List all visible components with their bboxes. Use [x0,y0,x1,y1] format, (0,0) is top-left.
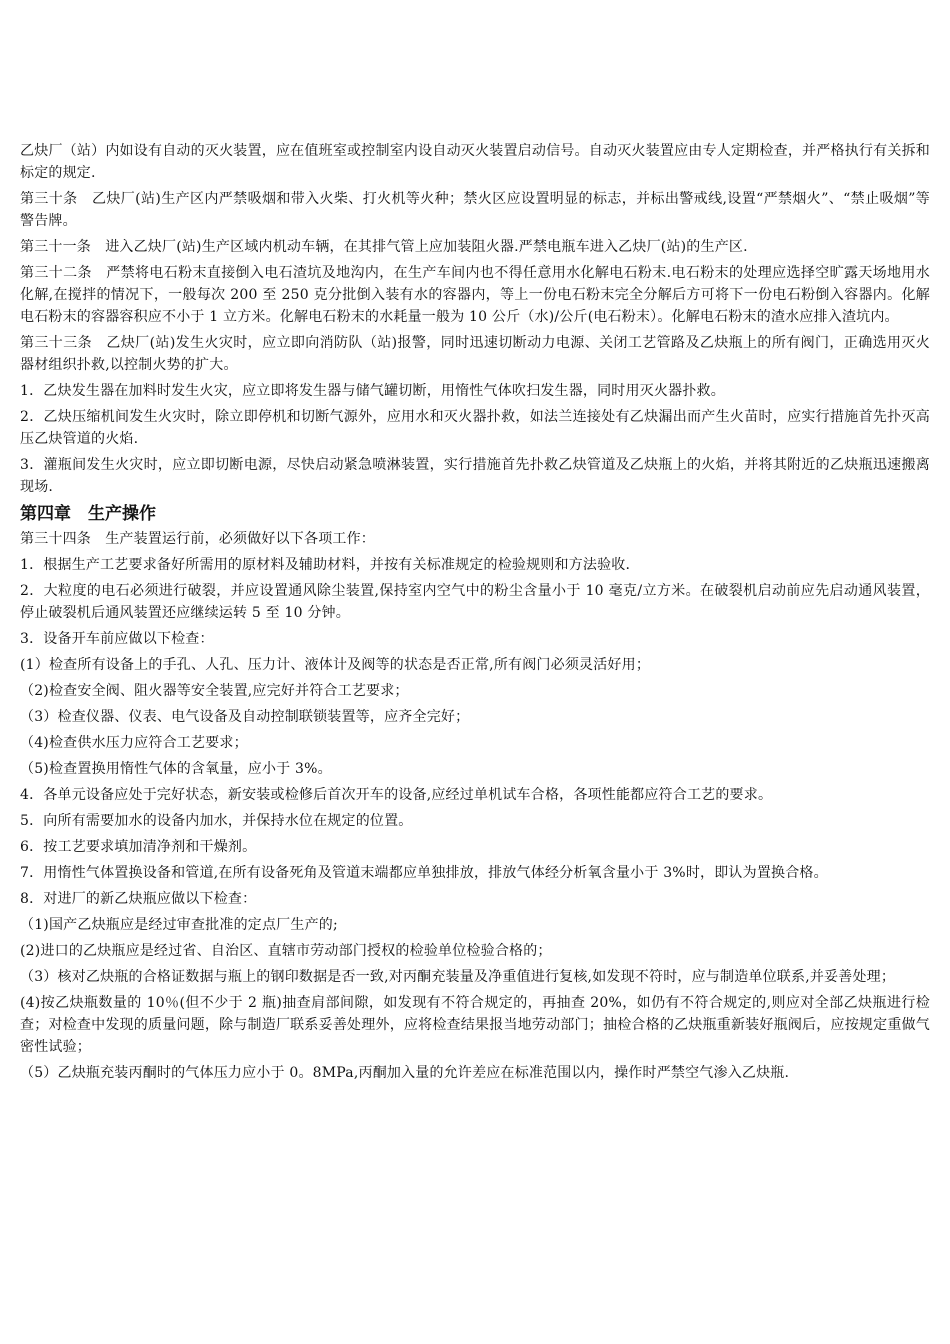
sub-item-1: （1)国产乙炔瓶应是经过审查批准的定点厂生产的; [20,917,338,933]
list-item-2: 2．大粒度的电石必须进行破裂，并应设置通风除尘装置,保持室内空气中的粉尘含量小于 10 毫克/立方米。在破裂机启动前应先启动通风装置，停止破裂机后通风装置还应继续运转 5 至 10 分钟。 [20,583,930,621]
list-item-3: 3．灌瓶间发生火灾时，应立即切断电源，尽快启动紧急喷淋装置，实行措施首先扑救乙炔管道及乙炔瓶上的火焰，并将其附近的乙炔瓶迅速搬离现场. [20,457,930,495]
chapter-heading: 第四章 生产操作 [20,504,156,524]
sub-item-2: (2)进口的乙炔瓶应是经过省、自治区、直辖市劳动部门授权的检验单位检验合格的； [20,943,552,959]
list-item-4: 4．各单元设备应处于完好状态，新安装或检修后首次开车的设备,应经过单机试车合格，各项性能都应符合工艺的要求。 [20,787,773,803]
sub-item-3: （3）检查仪器、仪表、电气设备及自动控制联锁装置等，应齐全完好； [20,709,470,725]
paragraph-article-33: 第三十三条 乙炔厂(站)发生火灾时，应立即向消防队（站)报警，同时迅速切断动力电源、关闭工艺管路及乙炔瓶上的所有阀门，正确选用灭火器材组织扑救,以控制火势的扩大。 [20,335,930,373]
list-item-8: 8．对进厂的新乙炔瓶应做以下检查： [20,891,257,907]
paragraph-article-34: 第三十四条 生产装置运行前，必须做好以下各项工作： [20,531,375,547]
sub-item-5: （5）乙炔瓶充装丙酮时的气体压力应小于 0。8MPa,丙酮加入量的允许差应在标准范围以内，操作时严禁空气渗入乙炔瓶. [20,1065,790,1081]
sub-item-4: (4)按乙炔瓶数量的 10％(但不少于 2 瓶)抽查肩部间隙，如发现有不符合规定的，再抽查 20%，如仍有不符合规定的,则应对全部乙炔瓶进行检查；对检查中发现的质量问题，除与制造厂联系妥善处理外，应将检查结果报当地劳动部门；抽检合格的乙炔瓶重新装好瓶阀后，应按规定重做气密性试验； [20,995,930,1055]
section-fire-safety [20,140,930,498]
sub-item-4: （4)检查供水压力应符合工艺要求； [20,735,248,751]
paragraph-article-31: 第三十一条 进入乙炔厂(站)生产区域内机动车辆，在其排气管上应加装阻火器.严禁电瓶车进入乙炔厂(站)的生产区. [20,239,748,255]
list-item-5: 5．向所有需要加水的设备内加水，并保持水位在规定的位置。 [20,813,413,829]
document-page [20,140,930,1088]
sub-item-1: (1）检查所有设备上的手孔、人孔、压力计、液体计及阀等的状态是否正常,所有阀门必须灵活好用； [20,657,651,673]
paragraph-auto-extinguisher: 乙炔厂（站）内如设有自动的灭火装置，应在值班室或控制室内设自动灭火装置启动信号。自动灭火装置应由专人定期检查，并严格执行有关拆和标定的规定. [20,143,930,181]
list-item-1: 1．根据生产工艺要求备好所需用的原材料及辅助材料，并按有关标准规定的检验规则和方法验收. [20,557,631,573]
list-item-2: 2．乙炔压缩机间发生火灾时，除立即停机和切断气源外，应用水和灭火器扑救，如法兰连接处有乙炔漏出而产生火苗时，应实行措施首先扑灭高压乙炔管道的火焰. [20,409,930,447]
list-item-6: 6．按工艺要求填加清净剂和干燥剂。 [20,839,257,855]
paragraph-article-30: 第三十条 乙炔厂(站)生产区内严禁吸烟和带入火柴、打火机等火种；禁火区应设置明显的标志，并标出警戒线,设置“严禁烟火”、“禁止吸烟”等警告牌。 [20,191,930,229]
sub-item-2: （2)检查安全阀、阻火器等安全装置,应完好并符合工艺要求； [20,683,409,699]
list-item-1: 1．乙炔发生器在加料时发生火灾，应立即将发生器与储气罐切断，用惰性气体吹扫发生器，同时用灭火器扑救。 [20,383,725,399]
sub-item-3: （3）核对乙炔瓶的合格证数据与瓶上的钢印数据是否一致,对丙酮充装量及净重值进行复核,如发现不符时，应与制造单位联系,并妥善处理； [20,969,896,985]
paragraph-article-32: 第三十二条 严禁将电石粉末直接倒入电石渣坑及地沟内，在生产车间内也不得任意用水化解电石粉末.电石粉末的处理应选择空旷露天场地用水化解,在搅拌的情况下，一般每次 200 至 250 克分批倒入装有水的容器内，等上一份电石粉末完全分解后方可将下一份电石粉倒入容器内。化解电石粉末的容器容积应不小于 1 立方米。化解电石粉末的水耗量一般为 10 公斤（水)/公斤(电石粉末）。化解电石粉末的渣水应排入渣坑内。 [20,265,930,325]
section-production-operation [20,528,930,1084]
list-item-7: 7．用惰性气体置换设备和管道,在所有设备死角及管道末端都应单独排放，排放气体经分析氧含量小于 3%时，即认为置换合格。 [20,865,828,881]
sub-item-5: （5)检查置换用惰性气体的含氧量，应小于 3%。 [20,761,332,777]
list-item-3: 3．设备开车前应做以下检查： [20,631,214,647]
